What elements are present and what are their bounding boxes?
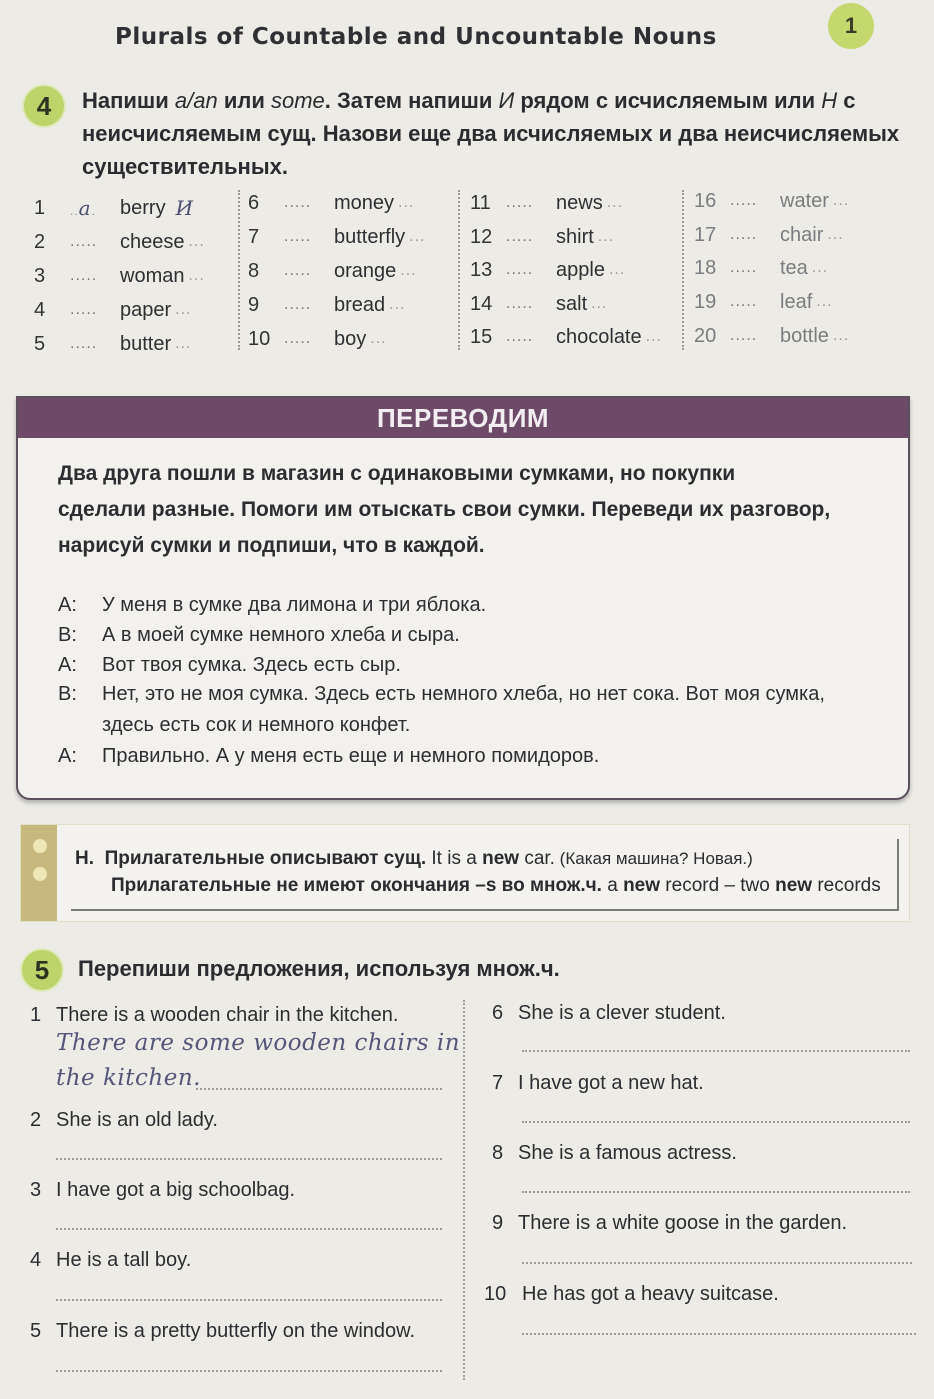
answer-line[interactable] xyxy=(56,1299,442,1301)
translate-intro: Два друга пошли в магазин с одинаковыми сумками, но покупки сделали разные. Помоги им отыскать свои сумки. Переведи их разговор, нарисуй сумки и подпиши, что в каждой. xyxy=(58,462,831,557)
unit-badge: 1 xyxy=(828,3,874,49)
sentence-item: 1 There is a wooden chair in the kitchen. xyxy=(30,1004,399,1026)
sentence-item: 8 She is a famous actress. xyxy=(492,1142,737,1164)
word-item[interactable]: 1 ..a. berry И xyxy=(34,196,194,220)
word-item[interactable]: 9 ..... bread ... xyxy=(248,293,406,316)
answer-line[interactable] xyxy=(196,1088,442,1090)
exercise-4-number: 4 xyxy=(22,84,66,128)
sentence-item: 4 He is a tall boy. xyxy=(30,1249,192,1271)
translate-panel xyxy=(16,396,910,800)
word-item[interactable]: 20 ..... bottle ... xyxy=(694,324,850,347)
answer-line[interactable] xyxy=(522,1050,910,1052)
note-line-1: Н. Прилагательные описывают сущ. It is a new car. (Какая машина? Новая.) xyxy=(75,848,753,869)
answer-line[interactable] xyxy=(522,1262,912,1264)
exercise-5-instructions: Перепиши предложения, используя множ.ч. xyxy=(78,956,560,981)
word-item[interactable]: 17 ..... chair ... xyxy=(694,223,844,246)
word-item[interactable]: 2 ..... cheese ... xyxy=(34,230,205,253)
answer-handwritten[interactable]: There are some wooden chairs in xyxy=(56,1030,461,1056)
word-item[interactable]: 19 ..... leaf ... xyxy=(694,290,833,313)
answer-line[interactable] xyxy=(56,1370,442,1372)
word-item[interactable]: 14 ..... salt ... xyxy=(470,292,608,315)
sentence-item: 7 I have got a new hat. xyxy=(492,1072,704,1094)
dialog-line: A: У меня в сумке два лимона и три яблока. xyxy=(58,594,487,616)
sentence-item: 3 I have got a big schoolbag. xyxy=(30,1179,296,1201)
exercise-4-instructions: Напиши a/an или some. Затем напиши И рядом с исчисляемым или Н с неисчисляемым сущ. Назови еще два исчисляемых и два неисчисляемых существительных. xyxy=(82,88,900,179)
answer-line[interactable] xyxy=(522,1121,910,1123)
answer-line[interactable] xyxy=(56,1228,442,1230)
translate-title: ПЕРЕВОДИМ xyxy=(18,398,908,438)
dialog-line: B: Нет, это не моя сумка. Здесь есть немного хлеба, но нет сока. Вот моя сумка, xyxy=(58,683,825,705)
word-item[interactable]: 13 ..... apple ... xyxy=(470,258,626,281)
answer-handwritten[interactable]: the kitchen. xyxy=(56,1065,201,1091)
note-line-2: Прилагательные не имеют окончания –s во множ.ч. a new record – two new records xyxy=(111,875,881,896)
word-item[interactable]: 3 ..... woman ... xyxy=(34,264,205,287)
sentence-item: 6 She is a clever student. xyxy=(492,1002,726,1024)
word-item[interactable]: 15 ..... chocolate ... xyxy=(470,325,662,348)
dialog-line: здесь есть сок и немного конфет. xyxy=(102,714,411,736)
sentence-item: 2 She is an old lady. xyxy=(30,1109,218,1131)
dialog-line: B: А в моей сумке немного хлеба и сыра. xyxy=(58,624,460,646)
sentence-item: 9 There is a white goose in the garden. xyxy=(492,1212,848,1234)
word-item[interactable]: 5 ..... butter ... xyxy=(34,332,192,355)
word-item[interactable]: 7 ..... butterfly ... xyxy=(248,225,426,248)
word-item[interactable]: 6 ..... money ... xyxy=(248,191,415,214)
word-item[interactable]: 11 ..... news ... xyxy=(470,191,624,214)
word-item[interactable]: 8 ..... orange ... xyxy=(248,259,417,282)
word-item[interactable]: 16 ..... water ... xyxy=(694,189,850,212)
grammar-note xyxy=(20,824,910,922)
sentence-item: 5 There is a pretty butterfly on the window. xyxy=(30,1320,416,1342)
answer-line[interactable] xyxy=(56,1158,442,1160)
word-item[interactable]: 12 ..... shirt ... xyxy=(470,225,615,248)
word-item[interactable]: 4 ..... paper ... xyxy=(34,298,192,321)
page-title: Plurals of Countable and Uncountable Nouns xyxy=(115,24,717,50)
dialog-line: A: Правильно. А у меня есть еще и немного помидоров. xyxy=(58,745,600,767)
exercise-4-word-grid xyxy=(26,186,906,361)
dialog-line: A: Вот твоя сумка. Здесь есть сыр. xyxy=(58,654,401,676)
sentence-item: 10 He has got a heavy suitcase. xyxy=(484,1283,779,1305)
exercise-5-number: 5 xyxy=(20,948,64,992)
word-item[interactable]: 10 ..... boy ... xyxy=(248,327,387,350)
answer-line[interactable] xyxy=(522,1191,910,1193)
answer-line[interactable] xyxy=(522,1333,916,1335)
note-stripe xyxy=(21,825,57,921)
column-divider xyxy=(463,1000,465,1380)
word-item[interactable]: 18 ..... tea ... xyxy=(694,256,829,279)
